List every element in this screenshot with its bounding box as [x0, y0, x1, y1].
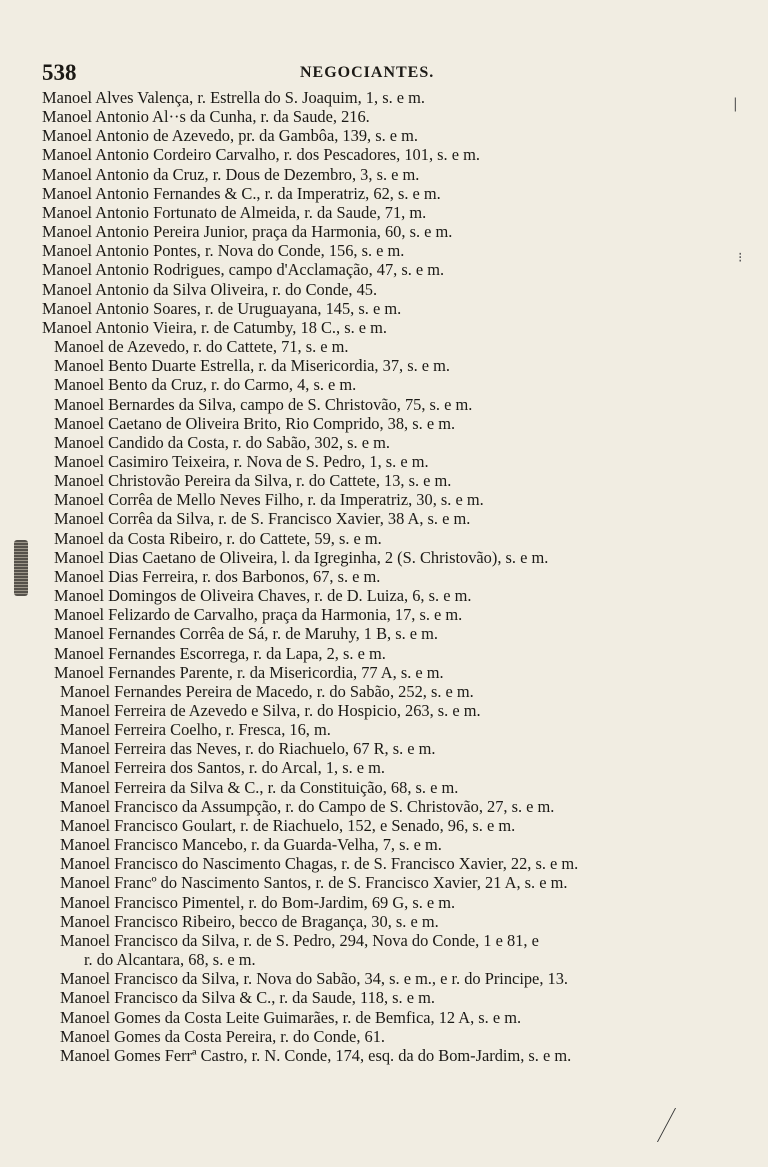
list-item: Manoel Antonio Al··s da Cunha, r. da Saude, 216.: [42, 107, 370, 127]
list-item: Manoel Francisco da Silva & C., r. da Saude, 118, s. e m.: [60, 988, 435, 1008]
list-item: Manoel Gomes da Costa Pereira, r. do Conde, 61.: [60, 1026, 386, 1046]
list-item: Manoel Antonio Vieira, r. de Catumby, 18 C., s. e m.: [42, 317, 388, 337]
list-item: Manoel Caetano de Oliveira Brito, Rio Comprido, 38, s. e m.: [54, 413, 456, 433]
list-item: Manoel de Azevedo, r. do Cattete, 71, s. e m.: [54, 337, 349, 357]
list-item: Manoel Antonio Pereira Junior, praça da Harmonia, 60, s. e m.: [42, 222, 453, 242]
list-item: Manoel Fernandes Corrêa de Sá, r. de Maruhy, 1 B, s. e m.: [54, 624, 439, 644]
list-item: Manoel Ferreira das Neves, r. do Riachuelo, 67 R, s. e m.: [60, 739, 436, 759]
list-item: Manoel Francisco Pimentel, r. do Bom-Jardim, 69 G, s. e m.: [60, 892, 456, 912]
list-item: Manoel Felizardo de Carvalho, praça da Harmonia, 17, s. e m.: [54, 605, 463, 625]
list-item: Manoel Ferreira dos Santos, r. do Arcal, 1, s. e m.: [60, 758, 386, 778]
list-item: Manoel Francº do Nascimento Santos, r. de S. Francisco Xavier, 21 A, s. e m.: [60, 873, 568, 893]
list-item: Manoel Francisco da Assumpção, r. do Campo de S. Christovão, 27, s. e m.: [60, 796, 555, 816]
list-item: Manoel Ferreira de Azevedo e Silva, r. do Hospicio, 263, s. e m.: [60, 701, 481, 720]
list-item: Manoel Fernandes Pereira de Macedo, r. do Sabão, 252, s. e m.: [60, 681, 474, 701]
list-item: Manoel Francisco do Nascimento Chagas, r. de S. Francisco Xavier, 22, s. e m.: [60, 854, 579, 874]
merchant-list: [42, 88, 722, 1065]
list-item: Manoel Ferreira da Silva & C., r. da Constituição, 68, s. e m.: [60, 777, 459, 797]
list-item: Manoel Francisco Goulart, r. de Riachuelo, 152, e Senado, 96, s. e m.: [60, 815, 516, 835]
page-header: [42, 60, 722, 86]
list-item: Manoel Antonio Cordeiro Carvalho, r. dos Pescadores, 101, s. e m.: [42, 145, 480, 165]
list-item: Manoel Dias Caetano de Oliveira, l. da Igreginha, 2 (S. Christovão), s. e m.: [54, 547, 549, 567]
page-title: NEGOCIANTES.: [300, 64, 435, 81]
list-item: Manoel Antonio Fortunato de Almeida, r. da Saude, 71, m.: [42, 202, 427, 222]
list-item: Manoel Candido da Costa, r. do Sabão, 302, s. e m.: [54, 432, 390, 452]
entry-continuation: r. do Alcantara, 68, s. e m.: [84, 950, 256, 970]
margin-mark-icon: |: [733, 96, 738, 112]
list-item: Manoel Ferreira Coelho, r. Fresca, 16, m.: [60, 720, 331, 740]
list-item: Manoel Gomes da Costa Leite Guimarães, r. de Bemfica, 12 A, s. e m.: [60, 1007, 522, 1027]
margin-mark-icon: ⁝: [738, 250, 743, 266]
list-item: Manoel Francisco da Silva, r. Nova do Sabão, 34, s. e m., e r. do Principe, 13.: [60, 969, 569, 989]
list-item: Manoel Antonio Rodrigues, campo d'Acclamação, 47, s. e m.: [42, 260, 445, 280]
list-item: Manoel Fernandes Parente, r. da Misericordia, 77 A, s. e m.: [54, 662, 444, 682]
list-item: Manoel Francisco Ribeiro, becco de Bragança, 30, s. e m.: [60, 911, 439, 931]
list-item: Manoel Antonio Fernandes & C., r. da Imperatriz, 62, s. e m.: [42, 183, 441, 203]
list-item: Manoel Christovão Pereira da Silva, r. do Cattete, 13, s. e m.: [54, 471, 452, 491]
list-item: Manoel Domingos de Oliveira Chaves, r. de D. Luiza, 6, s. e m.: [54, 586, 472, 606]
list-item: Manoel Bento da Cruz, r. do Carmo, 4, s. e m.: [54, 375, 357, 395]
list-item: Manoel Antonio Pontes, r. Nova do Conde, 156, s. e m.: [42, 241, 405, 261]
list-item: Manoel Antonio da Silva Oliveira, r. do Conde, 45.: [42, 279, 378, 299]
pen-stroke-mark: [639, 1108, 676, 1142]
list-item: [42, 931, 722, 969]
list-item: Manoel Bento Duarte Estrella, r. da Misericordia, 37, s. e m.: [54, 356, 450, 376]
list-item: Manoel Casimiro Teixeira, r. Nova de S. Pedro, 1, s. e m.: [54, 451, 429, 471]
list-item: Manoel Francisco Mancebo, r. da Guarda-Velha, 7, s. e m.: [60, 835, 442, 855]
list-item: Manoel Antonio da Cruz, r. Dous de Dezembro, 3, s. e m.: [42, 164, 420, 184]
list-item: Manoel Gomes Ferrª Castro, r. N. Conde, 174, esq. da do Bom-Jardim, s. e m.: [60, 1045, 572, 1065]
list-item: Manoel Corrêa da Silva, r. de S. Francisco Xavier, 38 A, s. e m.: [54, 509, 471, 529]
entry-line: Manoel Francisco da Silva, r. de S. Pedro, 294, Nova do Conde, 1 e 81, e: [60, 930, 539, 950]
library-stamp-mark: [14, 540, 28, 596]
list-item: Manoel Alves Valença, r. Estrella do S. Joaquim, 1, s. e m.: [42, 88, 425, 107]
list-item: Manoel Bernardes da Silva, campo de S. Christovão, 75, s. e m.: [54, 394, 473, 414]
list-item: Manoel Corrêa de Mello Neves Filho, r. da Imperatriz, 30, s. e m.: [54, 490, 484, 510]
list-item: Manoel Antonio Soares, r. de Uruguayana, 145, s. e m.: [42, 298, 402, 318]
page-number: 538: [42, 60, 77, 85]
list-item: Manoel da Costa Ribeiro, r. do Cattete, 59, s. e m.: [54, 528, 382, 548]
list-item: Manoel Fernandes Escorrega, r. da Lapa, 2, s. e m.: [54, 643, 386, 663]
list-item: Manoel Dias Ferreira, r. dos Barbonos, 67, s. e m.: [54, 566, 381, 586]
list-item: Manoel Antonio de Azevedo, pr. da Gambôa, 139, s. e m.: [42, 126, 418, 146]
